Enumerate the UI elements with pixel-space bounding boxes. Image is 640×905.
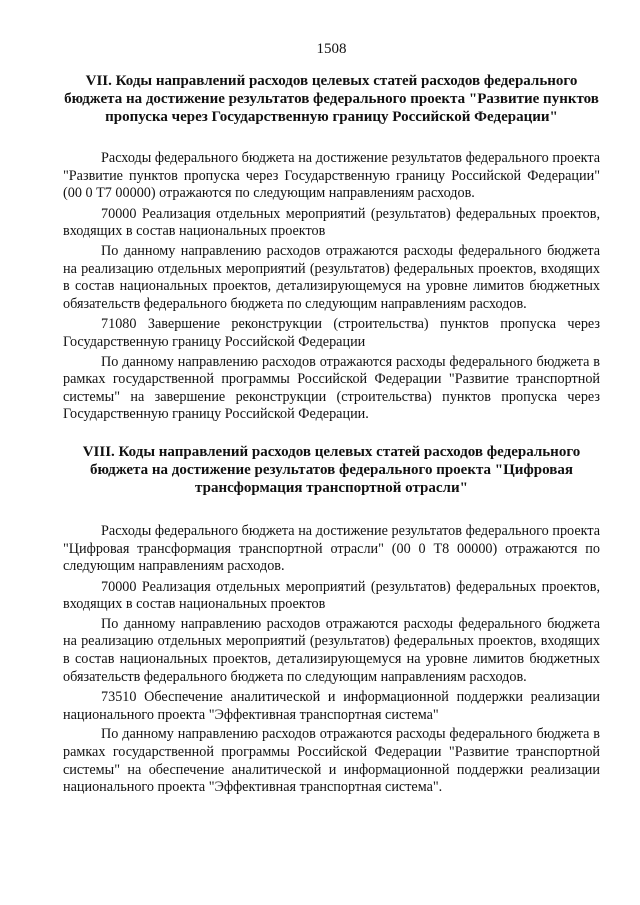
section-8-paragraph: По данному направлению расходов отражаются расходы федерального бюджета на реализацию отдельных мероприятий (результатов) федеральных проектов, входящих в состав национальных проектов, детализирующемуся на уровне лимитов бюджетных обязательств федерального бюджета по следующим направлениям расходов. <box>63 615 600 685</box>
section-7-paragraph: По данному направлению расходов отражаются расходы федерального бюджета на реализацию отдельных мероприятий (результатов) федеральных проектов, входящих в состав национальных проектов, детализирующемуся на уровне лимитов бюджетных обязательств федерального бюджета по следующим направлениям расходов. <box>63 242 600 312</box>
section-7-paragraph: 70000 Реализация отдельных мероприятий (результатов) федеральных проектов, входящих в состав национальных проектов <box>63 205 600 240</box>
page-number: 1508 <box>316 41 347 57</box>
section-8-title: VIII. Коды направлений расходов целевых статей расходов федерального бюджета на достижение результатов федерального проекта "Цифровая трансформация транспортной отрасли" <box>82 443 581 496</box>
section-8-paragraph: 73510 Обеспечение аналитической и информационной поддержки реализации национального проекта "Эффективная транспортная система" <box>63 689 600 723</box>
document-page <box>63 40 600 800</box>
section-7-paragraph: Расходы федерального бюджета на достижение результатов федерального проекта "Развитие пунктов пропуска через Государственную границу Российской Федерации" (00 0 Т7 00000) отражаются по следующим направлениям расходов. <box>63 150 600 202</box>
section-8-paragraph: 70000 Реализация отдельных мероприятий (результатов) федеральных проектов, входящих в состав национальных проектов <box>63 578 600 613</box>
section-7-paragraph: 71080 Завершение реконструкции (строительства) пунктов пропуска через Государственную границу Российской Федерации <box>63 316 600 350</box>
section-8-paragraph: Расходы федерального бюджета на достижение результатов федерального проекта "Цифровая трансформация транспортной отрасли" (00 0 Т8 00000) отражаются по следующим направлениям расходов. <box>63 522 600 575</box>
section-7-title: VII. Коды направлений расходов целевых статей расходов федерального бюджета на достижение результатов федерального проекта "Развитие пунктов пропуска через Государственную границу Российской Федерации" <box>64 73 599 125</box>
section-8-paragraph: По данному направлению расходов отражаются расходы федерального бюджета в рамках государственной программы Российской Федерации "Развитие транспортной системы" на обеспечение аналитической и информационной поддержки реализации национального проекта "Эффективная транспортная система". <box>63 726 600 796</box>
section-7-paragraph: По данному направлению расходов отражаются расходы федерального бюджета в рамках государственной программы Российской Федерации "Развитие транспортной системы" на завершение реконструкции (строительства) пунктов пропуска через Государственную границу Российской Федерации. <box>63 353 600 423</box>
